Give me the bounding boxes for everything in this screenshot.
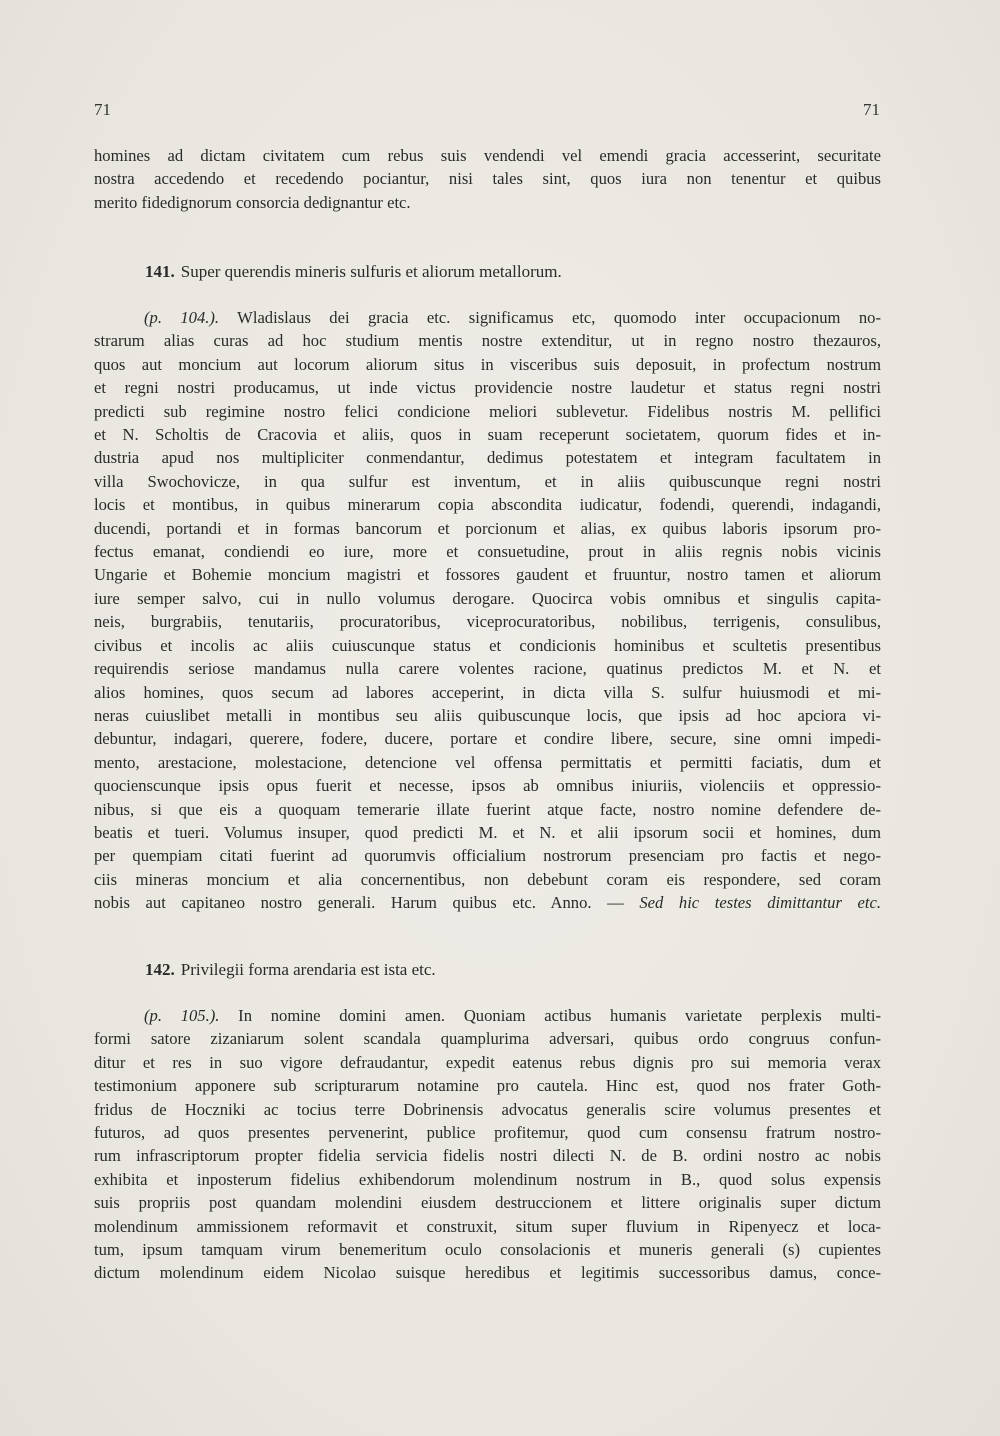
text-line: civibus et incolis ac aliis cuiuscunque status et condicionis hominibus et scultetis presentibus [94,635,881,655]
section-title: Super querendis mineris sulfuris et aliorum metallorum. [180,262,562,281]
text-line: predicti sub regimine nostro felici condicione meliori sublevetur. Fidelibus nostris M. pellifici [94,401,881,421]
section-141-body [94,306,881,915]
text-line: villa Swochovicze, in qua sulfur est inventum, et in aliis quibuscunque regni nostri [94,471,881,491]
section-number: 141. [145,262,175,281]
text-line: iure semper salvo, cui in nullo volumus derogare. Quocirca vobis omnibus et singulis capita- [94,588,881,608]
text-line: neis, burgrabiis, tenutariis, procuratoribus, viceprocuratoribus, nobilibus, terrigenis, consulibus, [94,612,881,632]
page-reference: (p. 104.). [144,308,220,327]
text-line: dictum molendinum eidem Nicolao suisque heredibus et legitimis successoribus damus, conce- [94,1263,881,1283]
text-line: quocienscunque ipsis opus fuerit et necesse, ipsos ab omnibus iniuriis, violenciis et oppressio- [94,776,881,796]
section-title: Privilegii forma arendaria est ista etc. [180,960,436,979]
text-line: (p. 105.). In nomine domini amen. Quoniam actibus humanis varietate perplexis multi- [144,1006,881,1025]
text-line: molendinum ammissionem reformavit et construxit, situm super fluvium in Ripenyecz et loca- [94,1216,881,1236]
text-line: merito fidedignorum consorcia dedignantur etc. [94,192,411,212]
text-line: nobis aut capitaneo nostro generali. Harum quibus etc. Anno. — Sed hic testes dimittantur etc. [94,893,881,913]
section-142-body [94,1004,881,1285]
text-line: strarum alias curas ad hoc studium mentis nostre extenditur, ut in regno nostro thezauros, [94,331,881,351]
section-number: 142. [145,960,175,979]
text-line: rum infrascriptorum propter fidelia servicia fidelis nostri dilecti N. de B. ordini nostro ac nobis [94,1146,881,1166]
text-line: ciis mineras moncium et alia concernentibus, non debebunt coram eis respondere, sed coram [94,869,881,889]
text-line: et N. Scholtis de Cracovia et aliis, quos in suam receperunt societatem, quorum fides et in- [94,425,881,445]
text-line: testimonium apponere sub scripturarum notamine pro cautela. Hinc est, quod nos frater Goth- [94,1076,881,1096]
text-line: alios homines, quos secum ad labores acceperint, in dicta villa S. sulfur huiusmodi et mi- [94,682,881,702]
text-line: ditur et res in suo vigore defraudantur, expedit eatenus rebus dignis pro sui memoria verax [94,1052,881,1072]
text-line: (p. 104.). Wladislaus dei gracia etc. significamus etc, quomodo inter occupacionum no- [144,308,881,327]
page-number-left: 71 [94,100,111,119]
section-141-heading [145,262,562,282]
text-line: debuntur, indagari, querere, fodere, ducere, portare et condire libere, secure, sine omni impedi- [94,729,881,749]
text-line: quos aut moncium aut locorum aliorum situs in visceribus suis deposuit, in profectum nostrum [94,354,881,374]
text-line: requirendis seriose mandamus nulla carere volentes racione, quatinus predictos M. et N. et [94,659,881,679]
text-line: ducendi, portandi et in formas bancorum et porcionum et alias, ex quibus laboris ipsorum pro- [94,518,881,538]
text-line: tum, ipsum tamquam virum benemeritum oculo consolacionis et muneris generali (s) cupientes [94,1240,881,1260]
section-142-heading [145,960,436,980]
text-line: nostra accedendo et recedendo pociantur, nisi tales sint, quos iura non tenentur et quibus [94,169,881,189]
text-line: homines ad dictam civitatem cum rebus suis vendendi vel emendi gracia accesserint, securitate [94,146,881,165]
text-line: per quempiam citati fuerint ad quorumvis officialium nostrorum presenciam pro factis et nego- [94,846,881,866]
text-line: beatis et tueri. Volumus insuper, quod predicti M. et N. et alii ipsorum socii et homines, dum [94,822,881,842]
page-number-right: 71 [863,100,880,119]
text-line: Ungarie et Bohemie moncium magistri et fossores gaudent et fruuntur, nostro tamen et aliorum [94,565,881,585]
intro-paragraph [94,144,881,214]
text-line: formi satore zizaniarum solent scandala quamplurima adversari, quibus ordo congruus confun- [94,1029,881,1049]
text-line: fridus de Hoczniki ac tocius terre Dobrinensis advocatus generalis scire volumus presentes et [94,1099,881,1119]
text-line: suis propriis post quandam molendini eiusdem destruccionem et littere originalis super dictum [94,1193,881,1213]
text-line: et regni nostri producamus, ut inde victus providencie nostre laudetur et status regni nostri [94,378,881,398]
text-line: nibus, si que eis a quoquam temerarie illate fuerint atque facte, nostro nomine defendere de- [94,799,881,819]
text-line: futuros, ad quos presentes pervenerint, publice profitemur, quod cum consensu fratrum nostro- [94,1123,881,1143]
text-line: locis et montibus, in quibus minerarum copia abscondita iudicatur, fodendi, querendi, indagandi, [94,495,881,515]
text-line: dustria apud nos multipliciter conmendantur, dedimus potestatem et integram facultatem in [94,448,881,468]
text-line: exhibita et inposterum fidelius exhibendorum molendinum nostrum in B., quod solus expensis [94,1169,881,1189]
text-line: mento, arestacione, molestacione, detencione vel offensa permittatis et permitti faciatis, dum et [94,752,881,772]
page-reference: (p. 105.). [144,1006,220,1025]
closing-note: Sed hic testes dimittantur etc. [639,893,881,913]
text-line: fectus emanat, condiendi eo iure, more et consuetudine, prout in aliis regnis nobis vicinis [94,542,881,562]
text-line: neras cuiuslibet metalli in montibus seu aliis quibuscunque locis, que ipsis ad hoc apciora vi- [94,705,881,725]
